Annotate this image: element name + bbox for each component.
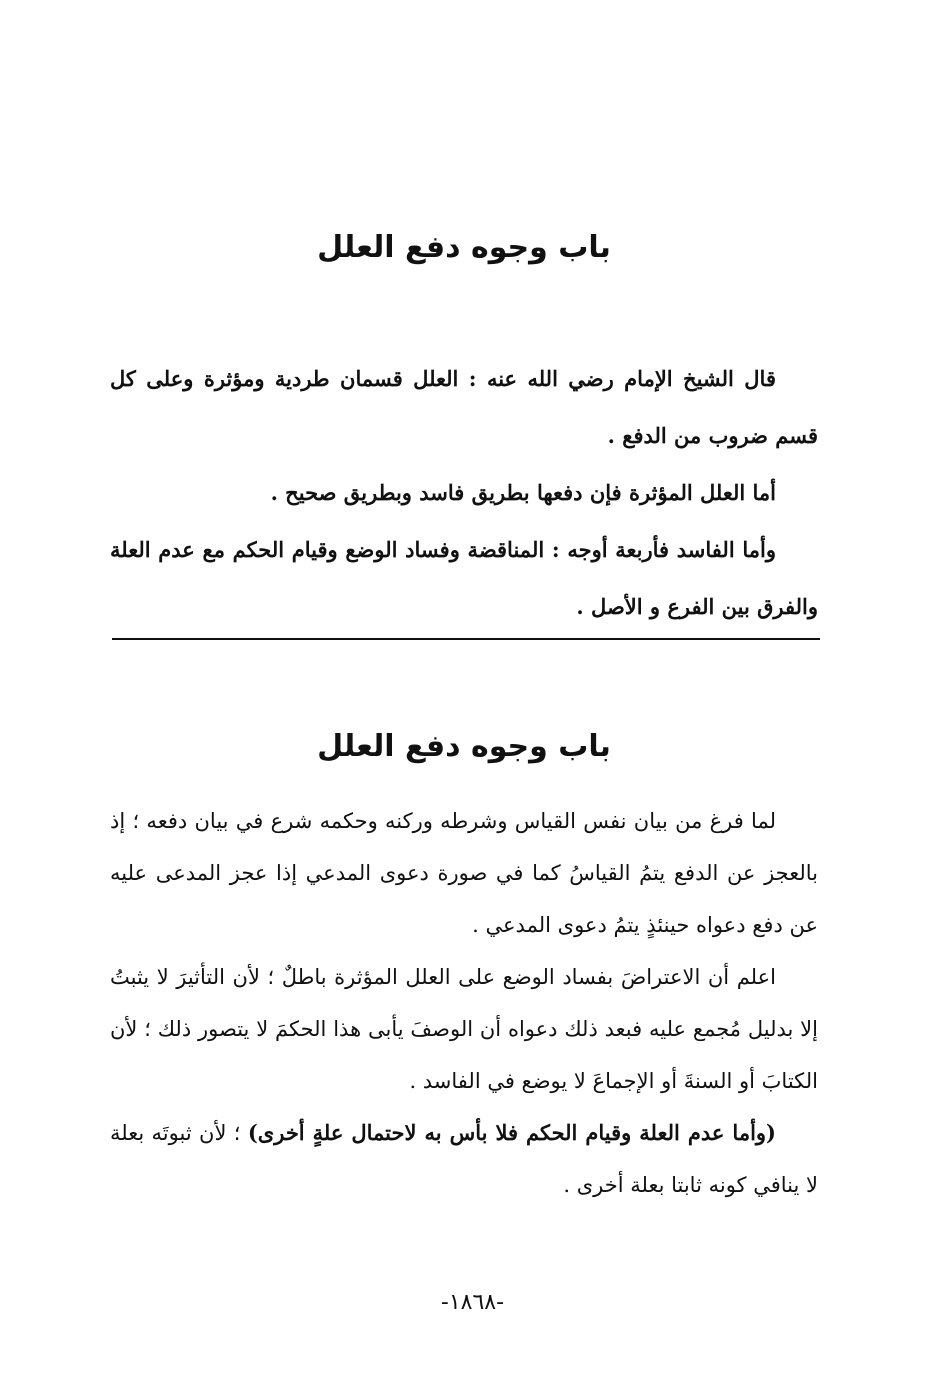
quoted-matn: (وأما عدم العلة وقيام الحكم فلا بأس به لاحتمال علةٍ أخرى) xyxy=(247,1120,776,1145)
matn-paragraph-3: وأما الفاسد فأربعة أوجه : المناقضة وفساد الوضع وقيام الحكم مع عدم العلة والفرق بين الفرع و الأصل . xyxy=(110,537,818,619)
sharh-paragraph-3 xyxy=(110,1107,818,1211)
matn-paragraph-1: قال الشيخ الإمام رضي الله عنه : العلل قسمان طردية ومؤثرة وعلى كل قسم ضروب من الدفع . xyxy=(110,366,818,448)
sharh-paragraph-2: اعلم أن الاعتراضَ بفساد الوضع على العلل المؤثرة باطلٌ ؛ لأن التأثيرَ لا يثبتُ إلا بدليل مُجمع عليه فبعد ذلك دعواه أن الوصفَ يأبى هذا الحكمَ لا يتصور ذلك ؛ لأن الكتابَ أو السنةَ أو الإجماعَ لا يوضع في الفاسد . xyxy=(110,965,818,1093)
matn-paragraph-2: أما العلل المؤثرة فإن دفعها بطريق فاسد وبطريق صحيح . xyxy=(270,480,776,505)
sharh-text xyxy=(110,795,818,1211)
chapter-heading-matn: باب وجوه دفع العلل xyxy=(317,230,611,265)
sharh-paragraph-3-rest: ؛ لأن ثبوتَه بعلة لا ينافي كونه ثابتا بعلة أخرى . xyxy=(110,1121,818,1197)
matn-text xyxy=(110,350,818,635)
page-number: -١٨٦٨- xyxy=(440,1290,505,1315)
sharh-paragraph-1: لما فرغ من بيان نفس القياس وشرطه وركنه وحكمه شرع في بيان دفعه ؛ إذ بالعجز عن الدفع يتمُ القياسُ كما في صورة دعوى المدعي إذا عجز المدعى عليه عن دفع دعواه حينئذٍ يتمُ دعوى المدعي . xyxy=(110,809,818,937)
section-divider xyxy=(112,638,820,640)
chapter-heading-sharh: باب وجوه دفع العلل xyxy=(317,729,611,764)
